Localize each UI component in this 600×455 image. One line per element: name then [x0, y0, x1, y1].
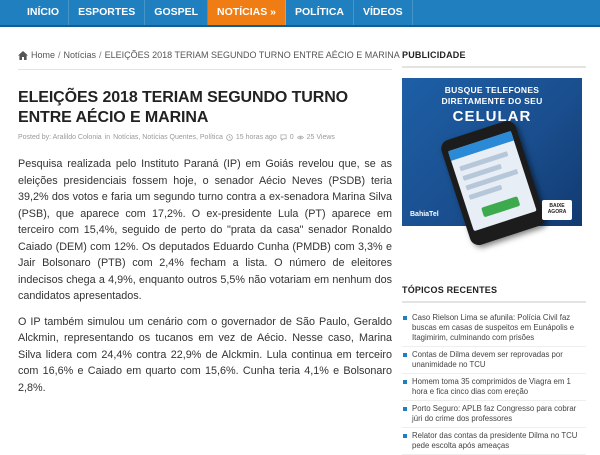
nav-item-noticias[interactable]: NOTÍCIAS » — [208, 0, 286, 25]
nav-items — [0, 0, 413, 25]
clock-icon — [226, 134, 233, 141]
phone-screen — [448, 131, 537, 231]
ad-heading: PUBLICIDADE — [402, 50, 466, 60]
meta-views: 25 Views — [306, 134, 335, 141]
article-meta — [18, 134, 392, 141]
recent-topic-link[interactable] — [402, 428, 586, 455]
ad-badge-text: BAIXE AGORA — [547, 203, 567, 215]
bullet-icon — [403, 353, 407, 357]
meta-author[interactable]: Posted by: Aralildo Colonia — [18, 134, 102, 141]
article-title: ELEIÇÕES 2018 TERIAM SEGUNDO TURNO ENTRE AÉCIO E MARINA — [18, 89, 348, 126]
breadcrumb-home-link[interactable]: Home — [31, 50, 56, 60]
breadcrumb-separator: / — [99, 50, 102, 60]
home-icon[interactable] — [18, 51, 28, 60]
nav-item-esportes[interactable]: ESPORTES — [69, 0, 145, 25]
recent-topic-text: Contas de Dilma devem ser reprovadas por unanimidade no TCU — [412, 350, 563, 369]
meta-categories[interactable]: Notícias, Notícias Quentes, Política — [113, 134, 223, 141]
recent-topic-link[interactable] — [402, 347, 586, 374]
recent-topic-link[interactable] — [402, 310, 586, 347]
phone-image — [439, 119, 547, 248]
recent-topic-text: Homem toma 35 comprimidos de Viagra em 1 hora e fica cinco dias com ereção — [412, 377, 571, 396]
ad-brand-logo: BahiaTel — [410, 211, 439, 218]
breadcrumb-section-link[interactable]: Notícias — [63, 50, 97, 60]
nav-item-politica[interactable]: POLÍTICA — [286, 0, 354, 25]
breadcrumb — [18, 50, 400, 60]
ad-banner[interactable] — [402, 78, 582, 226]
recent-topics-heading: TÓPICOS RECENTES — [402, 285, 498, 295]
article-body — [18, 156, 392, 396]
meta-time: 15 horas ago — [235, 134, 277, 141]
comment-icon[interactable] — [280, 134, 287, 141]
ad-heading-rule — [402, 66, 586, 68]
nav-item-videos[interactable]: VÍDEOS — [354, 0, 413, 25]
ad-download-badge[interactable] — [542, 200, 572, 220]
recent-topic-text: Porto Seguro: APLB faz Congresso para cobrar júri do crime dos professores — [412, 404, 577, 423]
bullet-icon — [403, 407, 407, 411]
meta-comments[interactable]: 0 — [289, 134, 294, 141]
ad-text-line1: BUSQUE TELEFONES — [444, 85, 540, 95]
breadcrumb-current: ELEIÇÕES 2018 TERIAM SEGUNDO TURNO ENTRE AÉCIO E MARINA — [104, 50, 400, 60]
eye-icon — [297, 134, 304, 141]
nav-item-gospel[interactable]: GOSPEL — [145, 0, 208, 25]
article-paragraph: Pesquisa realizada pelo Instituto Paraná (IP) em Goiás revelou que, se as eleições presidenciais fossem hoje, o senador Aécio Neves (PSDB) teria 39,2% dos votos e faria um segundo turno contra a ex-senadora Marina Silva (PSB), que aparece com 17,2%. O ex-presidente Lula (PT) aparece em terceiro com 15,4%, seguido de perto do "prata da casa" senador Ronaldo Caiado (DEM) com 12%. Os deputados Eduardo Cunha (PMDB) com 3,3% e Jair Bolsonaro (PTB) com 2,4% fecham a lista. O número de eleitores indecisos chega a 4,9%, enquanto outros 5,5% não votariam em nenhum dos candidatos apresentados. — [18, 158, 392, 302]
breadcrumb-divider — [18, 69, 392, 70]
recent-topic-link[interactable] — [402, 401, 586, 428]
bullet-icon — [403, 380, 407, 384]
breadcrumb-separator: / — [58, 50, 61, 60]
recent-topic-link[interactable] — [402, 374, 586, 401]
recent-topic-text: Caso Rielson Lima se afunila: Polícia Civil faz buscas em casas de suspeitos em Eunápolis e Itagimirim, culminando com prisões — [412, 313, 575, 342]
bullet-icon — [403, 316, 407, 320]
meta-in-label: in — [104, 134, 111, 141]
article-paragraph: O IP também simulou um cenário com o governador de São Paulo, Geraldo Alckmin, representando os tucanos em vez de Aécio. Nesse caso, Marina Silva lidera com 24,4% contra 22,9% de Alckmin. Lula continua em terceiro com 16,6% e Caiado em quarto com 15,6%. Cunha teria 4,1% e Bolsonaro 2,8%. — [18, 315, 392, 394]
recent-topics-list — [402, 310, 586, 455]
bullet-icon — [403, 434, 407, 438]
ad-text-line2: DIRETAMENTE DO SEU — [441, 96, 543, 106]
phone-screen-button — [481, 196, 520, 217]
article-column — [18, 27, 400, 405]
main-nav — [0, 0, 600, 27]
nav-item-inicio[interactable]: INÍCIO — [18, 0, 69, 25]
recent-topics-rule — [402, 301, 586, 303]
ad-text-line3: CELULAR — [452, 108, 532, 125]
sidebar — [402, 27, 586, 455]
recent-topic-text: Relator das contas da presidente Dilma no TCU pede escolta após ameaças — [412, 431, 578, 450]
